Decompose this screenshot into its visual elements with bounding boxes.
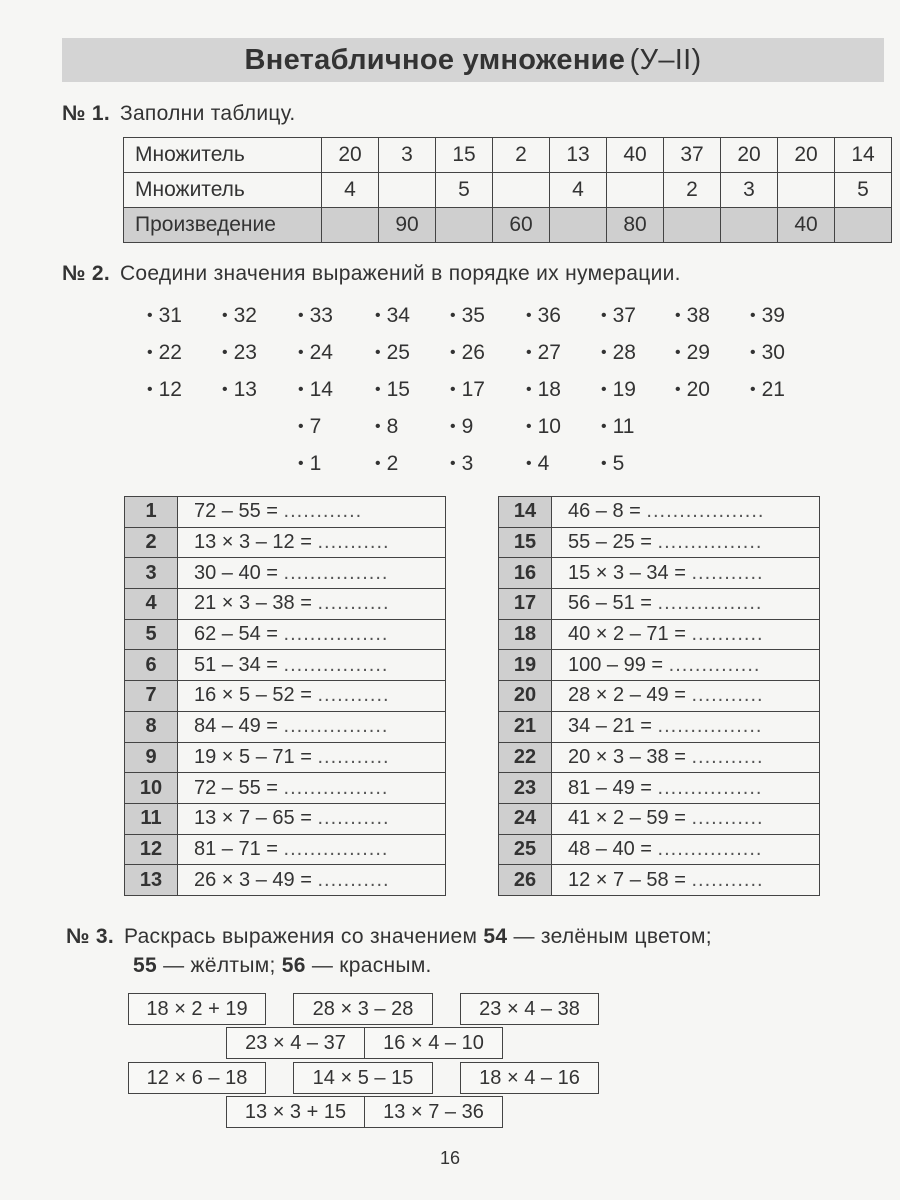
table-cell: 40 xyxy=(778,208,835,243)
expression-box[interactable]: 18 × 2 + 19 xyxy=(128,993,266,1025)
table-row xyxy=(125,681,446,712)
table-row xyxy=(125,497,446,528)
dot-point[interactable]: • 37 xyxy=(601,304,636,328)
expr-number: 15 xyxy=(499,527,552,558)
task1-table xyxy=(123,137,892,243)
expr-number: 9 xyxy=(125,742,178,773)
answer-blank[interactable]: ................ xyxy=(283,561,389,584)
dot-point[interactable]: • 1 xyxy=(298,452,321,476)
table-row xyxy=(499,589,820,620)
expr-cell xyxy=(178,497,446,528)
expr-text: 34 – 21 = xyxy=(568,715,652,738)
table-row xyxy=(124,173,892,208)
table-cell: 80 xyxy=(607,208,664,243)
table-cell: 2 xyxy=(664,173,721,208)
expr-number: 22 xyxy=(499,742,552,773)
dot-point[interactable]: • 17 xyxy=(450,378,485,402)
expr-cell xyxy=(552,497,820,528)
answer-blank[interactable]: ........... xyxy=(317,868,390,891)
expr-cell xyxy=(178,865,446,896)
table-row xyxy=(125,773,446,804)
dot-point[interactable]: • 38 xyxy=(675,304,710,328)
expr-number: 1 xyxy=(125,497,178,528)
dot-point[interactable]: • 32 xyxy=(222,304,257,328)
dot-point[interactable]: • 9 xyxy=(450,415,473,439)
table-cell: 13 xyxy=(550,138,607,173)
expr-text: 30 – 40 = xyxy=(194,561,278,584)
table-cell[interactable] xyxy=(550,208,607,243)
row-label: Множитель xyxy=(124,173,322,208)
answer-blank[interactable]: ................ xyxy=(283,837,389,860)
expr-cell xyxy=(178,681,446,712)
table-cell: 3 xyxy=(721,173,778,208)
expr-text: 41 × 2 – 59 = xyxy=(568,807,686,830)
expr-cell xyxy=(178,650,446,681)
answer-blank[interactable]: ........... xyxy=(691,807,764,830)
expr-text: 81 – 49 = xyxy=(568,776,652,799)
dot-point[interactable]: • 33 xyxy=(298,304,333,328)
table-row xyxy=(499,558,820,589)
answer-blank[interactable]: ................ xyxy=(657,531,763,554)
task1-number: № 1. xyxy=(62,102,110,125)
table-row xyxy=(125,650,446,681)
row-label: Множитель xyxy=(124,138,322,173)
table-cell: 5 xyxy=(436,173,493,208)
table-row xyxy=(499,865,820,896)
page-title xyxy=(62,38,884,82)
expr-number: 6 xyxy=(125,650,178,681)
dot-point[interactable]: • 39 xyxy=(750,304,785,328)
answer-blank[interactable]: ............ xyxy=(283,500,363,523)
table-cell: 60 xyxy=(493,208,550,243)
expr-text: 40 × 2 – 71 = xyxy=(568,623,686,646)
expression-box[interactable]: 23 × 4 – 38 xyxy=(460,993,599,1025)
expr-cell xyxy=(552,773,820,804)
dot-point[interactable]: • 28 xyxy=(601,341,636,365)
expression-box[interactable]: 12 × 6 – 18 xyxy=(128,1062,266,1094)
answer-blank[interactable]: ........... xyxy=(317,684,390,707)
table-cell[interactable] xyxy=(778,173,835,208)
expr-number: 18 xyxy=(499,619,552,650)
table-cell: 4 xyxy=(550,173,607,208)
expr-text: 51 – 34 = xyxy=(194,653,278,676)
table-row xyxy=(499,742,820,773)
task1-text: Заполни таблицу. xyxy=(119,102,296,125)
dot-point[interactable]: • 22 xyxy=(147,341,182,365)
task3-text-c: — жёлтым; xyxy=(156,954,282,977)
task2-text: Соедини значения выражений в порядке их нумерации. xyxy=(119,262,681,285)
answer-blank[interactable]: ................ xyxy=(283,715,389,738)
row-label: Произведение xyxy=(124,208,322,243)
task3-heading-line2 xyxy=(133,954,432,978)
title-suffix: (У–II) xyxy=(629,43,702,76)
dot-point[interactable]: • 27 xyxy=(526,341,561,365)
expr-text: 46 – 8 = xyxy=(568,500,641,523)
task3-text-b: — зелёным цветом; xyxy=(507,925,712,948)
expr-cell xyxy=(178,527,446,558)
answer-blank[interactable]: ........... xyxy=(317,807,390,830)
table-cell[interactable] xyxy=(436,208,493,243)
table-cell: 15 xyxy=(436,138,493,173)
answer-blank[interactable]: ................ xyxy=(283,623,389,646)
dot-point[interactable]: • 15 xyxy=(375,378,410,402)
dot-point[interactable]: • 34 xyxy=(375,304,410,328)
table-cell: 2 xyxy=(493,138,550,173)
answer-blank[interactable]: .............. xyxy=(668,653,761,676)
expr-number: 24 xyxy=(499,803,552,834)
table-row xyxy=(499,619,820,650)
expr-text: 16 × 5 – 52 = xyxy=(194,684,312,707)
expr-text: 55 – 25 = xyxy=(568,531,652,554)
answer-blank[interactable]: .................. xyxy=(646,500,765,523)
task3-text-d: — красным. xyxy=(305,954,432,977)
answer-blank[interactable]: ........... xyxy=(691,684,764,707)
expr-number: 12 xyxy=(125,834,178,865)
expr-number: 21 xyxy=(499,711,552,742)
value-54: 54 xyxy=(483,925,508,948)
value-55: 55 xyxy=(133,954,157,977)
dot-point[interactable]: • 24 xyxy=(298,341,333,365)
answer-blank[interactable]: ........... xyxy=(317,592,390,615)
expression-box[interactable]: 13 × 7 – 36 xyxy=(364,1096,503,1128)
dot-point[interactable]: • 13 xyxy=(222,378,257,402)
dot-point[interactable]: • 25 xyxy=(375,341,410,365)
table-cell[interactable] xyxy=(607,173,664,208)
answer-blank[interactable]: ................ xyxy=(283,776,389,799)
expr-text: 13 × 3 – 12 = xyxy=(194,531,312,554)
expr-text: 56 – 51 = xyxy=(568,592,652,615)
dot-point[interactable]: • 23 xyxy=(222,341,257,365)
title-main: Внетабличное умножение xyxy=(244,43,626,76)
expr-cell xyxy=(552,803,820,834)
page-number: 16 xyxy=(439,1148,461,1168)
expr-number: 23 xyxy=(499,773,552,804)
dot-point[interactable]: • 29 xyxy=(675,341,710,365)
table-row xyxy=(125,742,446,773)
expression-box[interactable]: 16 × 4 – 10 xyxy=(364,1027,503,1059)
expr-text: 100 – 99 = xyxy=(568,653,664,676)
expression-box[interactable]: 23 × 4 – 37 xyxy=(226,1027,365,1059)
expr-number: 16 xyxy=(499,558,552,589)
expr-number: 26 xyxy=(499,865,552,896)
expr-number: 3 xyxy=(125,558,178,589)
expr-number: 4 xyxy=(125,589,178,620)
expression-box[interactable]: 18 × 4 – 16 xyxy=(460,1062,599,1094)
dot-point[interactable]: • 5 xyxy=(601,452,624,476)
task3-number: № 3. xyxy=(66,925,114,948)
expr-cell xyxy=(552,742,820,773)
answer-blank[interactable]: ................ xyxy=(657,837,763,860)
table-cell[interactable] xyxy=(493,173,550,208)
dot-point[interactable]: • 10 xyxy=(526,415,561,439)
expr-cell xyxy=(178,803,446,834)
task2-number: № 2. xyxy=(62,262,110,285)
table-row xyxy=(499,711,820,742)
expr-text: 48 – 40 = xyxy=(568,837,652,860)
task3-heading xyxy=(66,925,712,949)
expr-number: 25 xyxy=(499,834,552,865)
expr-cell xyxy=(552,834,820,865)
table-row xyxy=(125,619,446,650)
dot-point[interactable]: • 18 xyxy=(526,378,561,402)
expr-cell xyxy=(552,589,820,620)
expr-cell xyxy=(552,527,820,558)
expr-cell xyxy=(178,619,446,650)
table-cell: 20 xyxy=(778,138,835,173)
dot-point[interactable]: • 14 xyxy=(298,378,333,402)
expr-number: 20 xyxy=(499,681,552,712)
expr-cell xyxy=(552,650,820,681)
expr-text: 81 – 71 = xyxy=(194,837,278,860)
expr-text: 19 × 5 – 71 = xyxy=(194,745,312,768)
expr-number: 8 xyxy=(125,711,178,742)
table-row xyxy=(499,650,820,681)
dot-point[interactable]: • 26 xyxy=(450,341,485,365)
dot-point[interactable]: • 36 xyxy=(526,304,561,328)
answer-blank[interactable]: ................ xyxy=(283,653,389,676)
table-cell: 14 xyxy=(835,138,892,173)
dot-point[interactable]: • 30 xyxy=(750,341,785,365)
expr-text: 26 × 3 – 49 = xyxy=(194,868,312,891)
dot-point[interactable]: • 12 xyxy=(147,378,182,402)
dot-point[interactable]: • 31 xyxy=(147,304,182,328)
dot-point[interactable]: • 11 xyxy=(601,415,634,439)
expr-text: 15 × 3 – 34 = xyxy=(568,561,686,584)
dot-point[interactable]: • 3 xyxy=(450,452,473,476)
expr-cell xyxy=(178,773,446,804)
table-cell: 40 xyxy=(607,138,664,173)
table-cell: 4 xyxy=(322,173,379,208)
table-cell[interactable] xyxy=(322,208,379,243)
dot-point[interactable]: • 8 xyxy=(375,415,398,439)
answer-blank[interactable]: ........... xyxy=(317,531,390,554)
expr-text: 84 – 49 = xyxy=(194,715,278,738)
table-cell: 3 xyxy=(379,138,436,173)
expr-number: 11 xyxy=(125,803,178,834)
expression-box[interactable]: 14 × 5 – 15 xyxy=(293,1062,433,1094)
dot-point[interactable]: • 2 xyxy=(375,452,398,476)
expr-text: 72 – 55 = xyxy=(194,500,278,523)
expr-number: 14 xyxy=(499,497,552,528)
dot-point[interactable]: • 20 xyxy=(675,378,710,402)
table-cell[interactable] xyxy=(664,208,721,243)
expressions-table-left xyxy=(124,496,446,896)
dot-point[interactable]: • 19 xyxy=(601,378,636,402)
table-row xyxy=(124,208,892,243)
answer-blank[interactable]: ................ xyxy=(657,776,763,799)
table-cell[interactable] xyxy=(721,208,778,243)
dot-point[interactable]: • 7 xyxy=(298,415,321,439)
answer-blank[interactable]: ................ xyxy=(657,592,763,615)
table-cell[interactable] xyxy=(835,208,892,243)
value-56: 56 xyxy=(281,954,306,977)
expr-cell xyxy=(178,711,446,742)
table-row xyxy=(125,527,446,558)
expr-cell xyxy=(552,558,820,589)
table-cell: 20 xyxy=(322,138,379,173)
answer-blank[interactable]: ........... xyxy=(691,561,764,584)
task1-heading xyxy=(62,102,296,126)
table-row xyxy=(125,865,446,896)
table-cell: 5 xyxy=(835,173,892,208)
task3-text-a: Раскрась выражения со значением xyxy=(123,925,484,948)
answer-blank[interactable]: ........... xyxy=(691,623,764,646)
expressions-table-right xyxy=(498,496,820,896)
answer-blank[interactable]: ........... xyxy=(691,745,764,768)
task2-heading xyxy=(62,262,681,286)
table-row xyxy=(499,497,820,528)
expr-text: 72 – 55 = xyxy=(194,776,278,799)
table-row xyxy=(125,711,446,742)
answer-blank[interactable]: ........... xyxy=(691,868,764,891)
dot-point[interactable]: • 35 xyxy=(450,304,485,328)
expr-text: 12 × 7 – 58 = xyxy=(568,868,686,891)
expr-number: 2 xyxy=(125,527,178,558)
table-cell: 90 xyxy=(379,208,436,243)
table-row xyxy=(499,681,820,712)
expression-box[interactable]: 28 × 3 – 28 xyxy=(293,993,433,1025)
table-row xyxy=(124,138,892,173)
expression-box[interactable]: 13 × 3 + 15 xyxy=(226,1096,365,1128)
expr-number: 10 xyxy=(125,773,178,804)
expr-text: 13 × 7 – 65 = xyxy=(194,807,312,830)
table-row xyxy=(125,589,446,620)
expr-text: 21 × 3 – 38 = xyxy=(194,592,312,615)
expr-text: 20 × 3 – 38 = xyxy=(568,745,686,768)
expr-cell xyxy=(178,589,446,620)
expr-number: 7 xyxy=(125,681,178,712)
table-row xyxy=(125,558,446,589)
expr-number: 13 xyxy=(125,865,178,896)
expr-cell xyxy=(178,742,446,773)
table-row xyxy=(499,803,820,834)
expr-cell xyxy=(178,558,446,589)
expr-cell xyxy=(552,865,820,896)
expr-cell xyxy=(552,681,820,712)
table-row xyxy=(125,803,446,834)
table-row xyxy=(499,834,820,865)
answer-blank[interactable]: ........... xyxy=(317,745,390,768)
expr-text: 62 – 54 = xyxy=(194,623,278,646)
table-row xyxy=(499,773,820,804)
table-cell: 37 xyxy=(664,138,721,173)
expr-text: 28 × 2 – 49 = xyxy=(568,684,686,707)
table-row xyxy=(125,834,446,865)
table-row xyxy=(499,527,820,558)
expr-number: 17 xyxy=(499,589,552,620)
expr-number: 19 xyxy=(499,650,552,681)
answer-blank[interactable]: ................ xyxy=(657,715,763,738)
expr-cell xyxy=(178,834,446,865)
expr-cell xyxy=(552,711,820,742)
dot-point[interactable]: • 4 xyxy=(526,452,549,476)
table-cell: 20 xyxy=(721,138,778,173)
expr-number: 5 xyxy=(125,619,178,650)
expr-cell xyxy=(552,619,820,650)
table-cell[interactable] xyxy=(379,173,436,208)
dot-point[interactable]: • 21 xyxy=(750,378,785,402)
